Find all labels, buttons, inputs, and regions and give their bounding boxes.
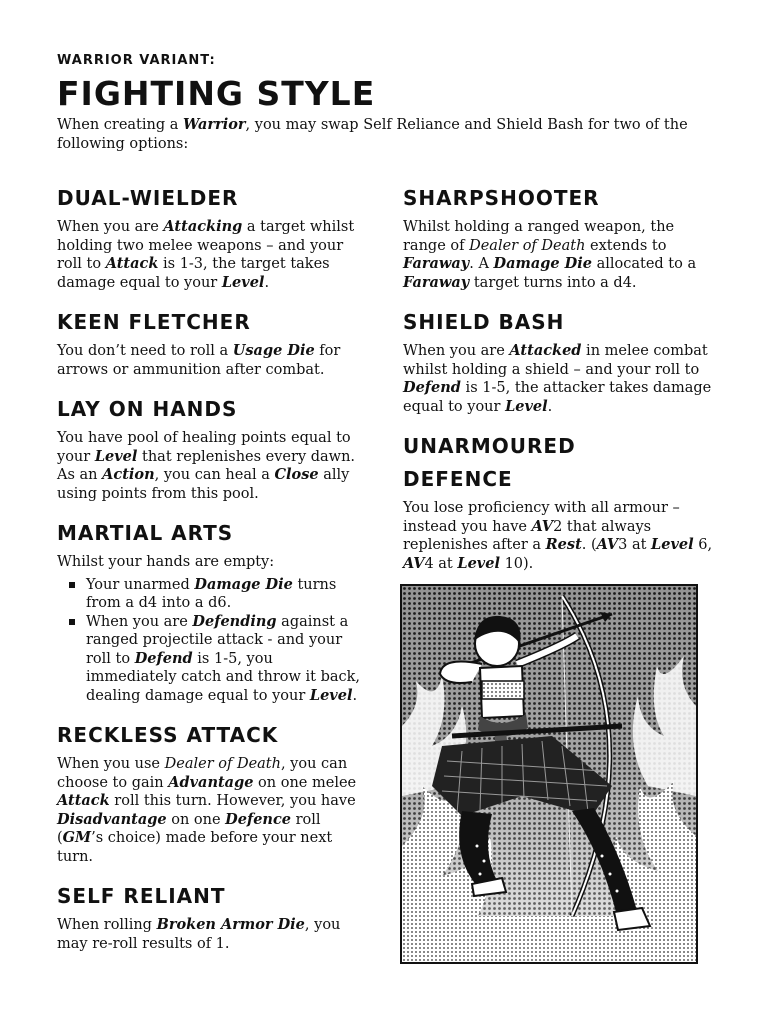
right-column [403,182,713,587]
section-title: DUAL-WIELDER [57,186,239,210]
section-lead: Whilst your hands are empty: [57,554,275,570]
section-title: UNARMOURED DEFENCE [403,434,576,491]
martial-arts-list [57,576,367,706]
section-title: SHARPSHOOTER [403,186,600,210]
section-sharpshooter [403,182,713,292]
section-keen-fletcher [57,306,367,379]
section-body: When you are Attacking a target whilst holding two melee weapons – and your roll to Attack is 1-3, the target takes damage equal to your Level. [57,218,355,291]
section-title: SHIELD BASH [403,310,565,334]
page [57,52,717,952]
section-title: KEEN FLETCHER [57,310,251,334]
eyebrow-label: WARRIOR VARIANT: [57,53,216,68]
page-title: FIGHTING STYLE [57,73,376,113]
section-martial-arts [57,517,367,705]
intro-text: When creating a Warrior, you may swap Self Reliance and Shield Bash for two of the following options: [57,115,688,152]
list-item: When you are Defending against a ranged projectile attack - and your roll to Defend is 1-5, you immediately catch and throw it back, dealing damage equal to your Level. [75,613,367,706]
section-title: MARTIAL ARTS [57,521,234,545]
list-item: Your unarmed Damage Die turns from a d4 into a d6. [75,576,367,613]
section-body: Whilst holding a ranged weapon, the range of Dealer of Death extends to Faraway. A Damage Die allocated to a Faraway target turns into a d4. [403,219,697,291]
section-unarmoured-defence [403,430,713,573]
section-body: When rolling Broken Armor Die, you may re-roll results of 1. [57,916,341,952]
section-lay-on-hands [57,393,367,503]
section-body: You have pool of healing points equal to your Level that replenishes every dawn. As an Action, you can heal a Close ally using points from this pool. [57,430,356,502]
left-column [57,182,367,967]
section-body: When you use Dealer of Death, you can choose to gain Advantage on one melee Attack roll this turn. However, you have Disadvantage on one Defence roll (GM’s choice) made before your next turn. [57,756,357,865]
section-title: RECKLESS ATTACK [57,723,279,747]
archer-warrior-illustration [400,584,698,964]
section-title: LAY ON HANDS [57,397,238,421]
section-self-reliant [57,880,367,953]
section-dual-wielder [57,182,367,292]
section-title: SELF RELIANT [57,884,226,908]
section-shield-bash [403,306,713,416]
section-body: When you are Attacked in melee combat whilst holding a shield – and your roll to Defend is 1-5, the attacker takes damage equal to your Level. [403,342,712,415]
section-reckless-attack [57,719,367,866]
archer-warrior-illustration-svg [402,586,696,962]
section-body: You lose proficiency with all armour – instead you have AV2 that always replenishes after a Rest. (AV3 at Level 6, AV4 at Level 10). [403,500,713,572]
section-body: You don’t need to roll a Usage Die for arrows or ammunition after combat. [57,342,341,378]
